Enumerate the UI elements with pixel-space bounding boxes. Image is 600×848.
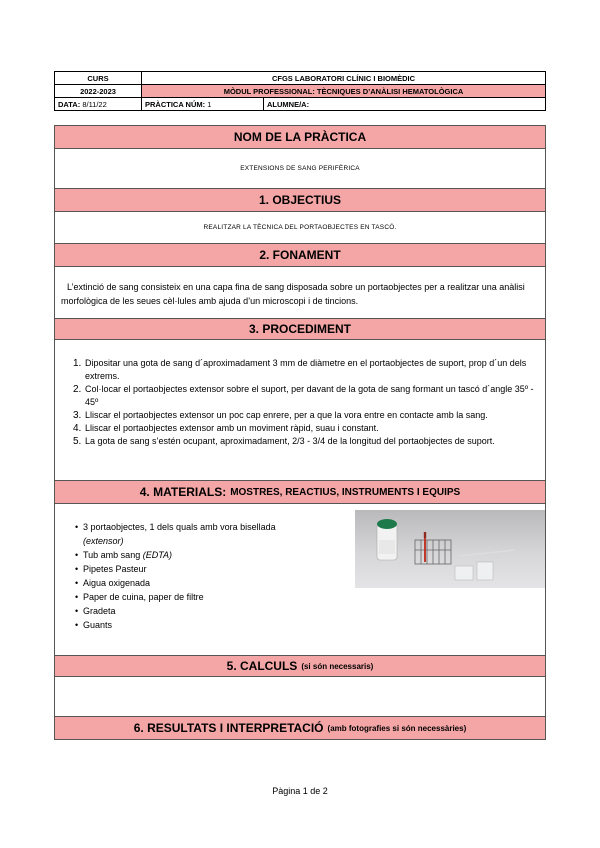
section-resultats (54, 716, 546, 740)
resultats-note: (amb fotografies si són necessàries) (327, 723, 467, 733)
material-text: Gradeta (83, 606, 116, 616)
section-nom (54, 125, 546, 189)
material-item: • Paper de cuina, paper de filtre (75, 592, 204, 602)
curs-label: CURS (55, 72, 142, 85)
step-number: 5. (73, 436, 82, 447)
module-name: MÒDUL PROFESSIONAL: TÈCNIQUES D’ANÀLISI HEMATOLÒGICA (142, 85, 546, 98)
procediment-list (55, 357, 545, 448)
practice-cell (142, 98, 264, 111)
section-objectius (54, 188, 546, 244)
calculs-body (55, 676, 545, 716)
step-number: 2. (73, 384, 82, 395)
objectius-text: REALITZAR LA TÈCNICA DEL PORTAOBJECTES EN TASCÓ. (55, 211, 545, 243)
materials-photo (355, 510, 545, 588)
practice-value: 1 (207, 99, 212, 109)
step-item (55, 409, 545, 422)
step-item (55, 422, 545, 435)
materials-title-band (55, 481, 545, 503)
step-item (55, 357, 545, 383)
center-name: CFGS LABORATORI CLÍNIC I BIOMÈDIC (142, 72, 546, 85)
resultats-title: 6. RESULTATS I INTERPRETACIÓ (133, 721, 324, 735)
header-table (54, 71, 546, 111)
material-text: 3 portaobjectes, 1 dels quals amb vora bisellada (83, 522, 276, 532)
resultats-title-band (55, 717, 545, 739)
step-text: Col·locar el portaobjectes extensor sobre el suport, per davant de la gota de sang formant un tascó d´angle 35º - 45º (85, 384, 534, 407)
step-text: La gota de sang s’estén ocupant, aproximadament, 2/3 - 3/4 de la longitud del portaobjectes de suport. (85, 436, 495, 446)
material-item: • Gradeta (75, 606, 116, 616)
section-materials (54, 480, 546, 656)
date-value: 8/11/22 (82, 99, 107, 109)
material-text: Pipetes Pasteur (83, 564, 147, 574)
material-text: Guants (83, 620, 113, 630)
material-text: Aigua oxigenada (83, 578, 151, 588)
material-item: • Guants (75, 620, 113, 630)
material-note: (EDTA) (142, 550, 173, 560)
fonament-title: 2. FONAMENT (55, 244, 545, 266)
material-item: • Aigua oxigenada (75, 578, 151, 588)
material-item: • Pipetes Pasteur (75, 564, 147, 574)
nom-title: NOM DE LA PRÀCTICA (55, 126, 545, 148)
step-number: 4. (73, 423, 82, 434)
calculs-note: (si són necessaris) (301, 661, 374, 671)
section-procediment (54, 318, 546, 481)
material-item: • 3 portaobjectes, 1 dels quals amb vora bisellada (extensor) (75, 522, 276, 546)
material-text: Tub amb sang (83, 550, 141, 560)
nom-text: EXTENSIONS DE SANG PERIFÈRICA (55, 148, 545, 188)
step-text: Lliscar el portaobjectes extensor amb un moviment ràpid, suau i constant. (85, 423, 379, 433)
date-cell (55, 98, 142, 111)
materials-body (55, 503, 545, 655)
materials-title: 4. MATERIALS: (139, 485, 227, 499)
fonament-text: L’extinció de sang consisteix en una capa fina de sang disposada sobre un portaobjectes per a realitzar una anàlisi morfològica de les seues cèl·lules amb ajuda d’un microscopi i de tincions. (55, 266, 545, 318)
step-text: Dipositar una gota de sang d´aproximadament 3 mm de diàmetre en el portaobjectes de suport, prop d´un dels extrems. (85, 358, 527, 381)
materials-subtitle: MOSTRES, REACTIUS, INSTRUMENTS I EQUIPS (230, 486, 461, 498)
page-number: Pàgina 1 de 2 (272, 786, 328, 796)
step-text: Lliscar el portaobjectes extensor un poc cap enrere, per a que la vora entre en contacte amb la sang. (85, 410, 488, 420)
student-label: ALUMNE/A: (267, 99, 310, 109)
procediment-body (55, 339, 545, 480)
step-number: 1. (73, 358, 82, 369)
procediment-title: 3. PROCEDIMENT (55, 319, 545, 339)
step-item (55, 383, 545, 409)
curs-year: 2022-2023 (55, 85, 142, 98)
date-label: DATA: (58, 99, 81, 109)
material-item: • Tub amb sang (EDTA) (75, 550, 173, 560)
material-note: (extensor) (83, 536, 124, 546)
objectius-title: 1. OBJECTIUS (55, 189, 545, 211)
material-text: Paper de cuina, paper de filtre (83, 592, 204, 602)
student-cell (264, 98, 546, 111)
section-calculs (54, 655, 546, 717)
step-number: 3. (73, 410, 82, 421)
practice-label: PRÀCTICA NÚM: (145, 99, 206, 109)
calculs-title: 5. CALCULS (226, 659, 298, 673)
step-item (55, 435, 545, 448)
section-fonament (54, 243, 546, 319)
calculs-title-band (55, 656, 545, 676)
